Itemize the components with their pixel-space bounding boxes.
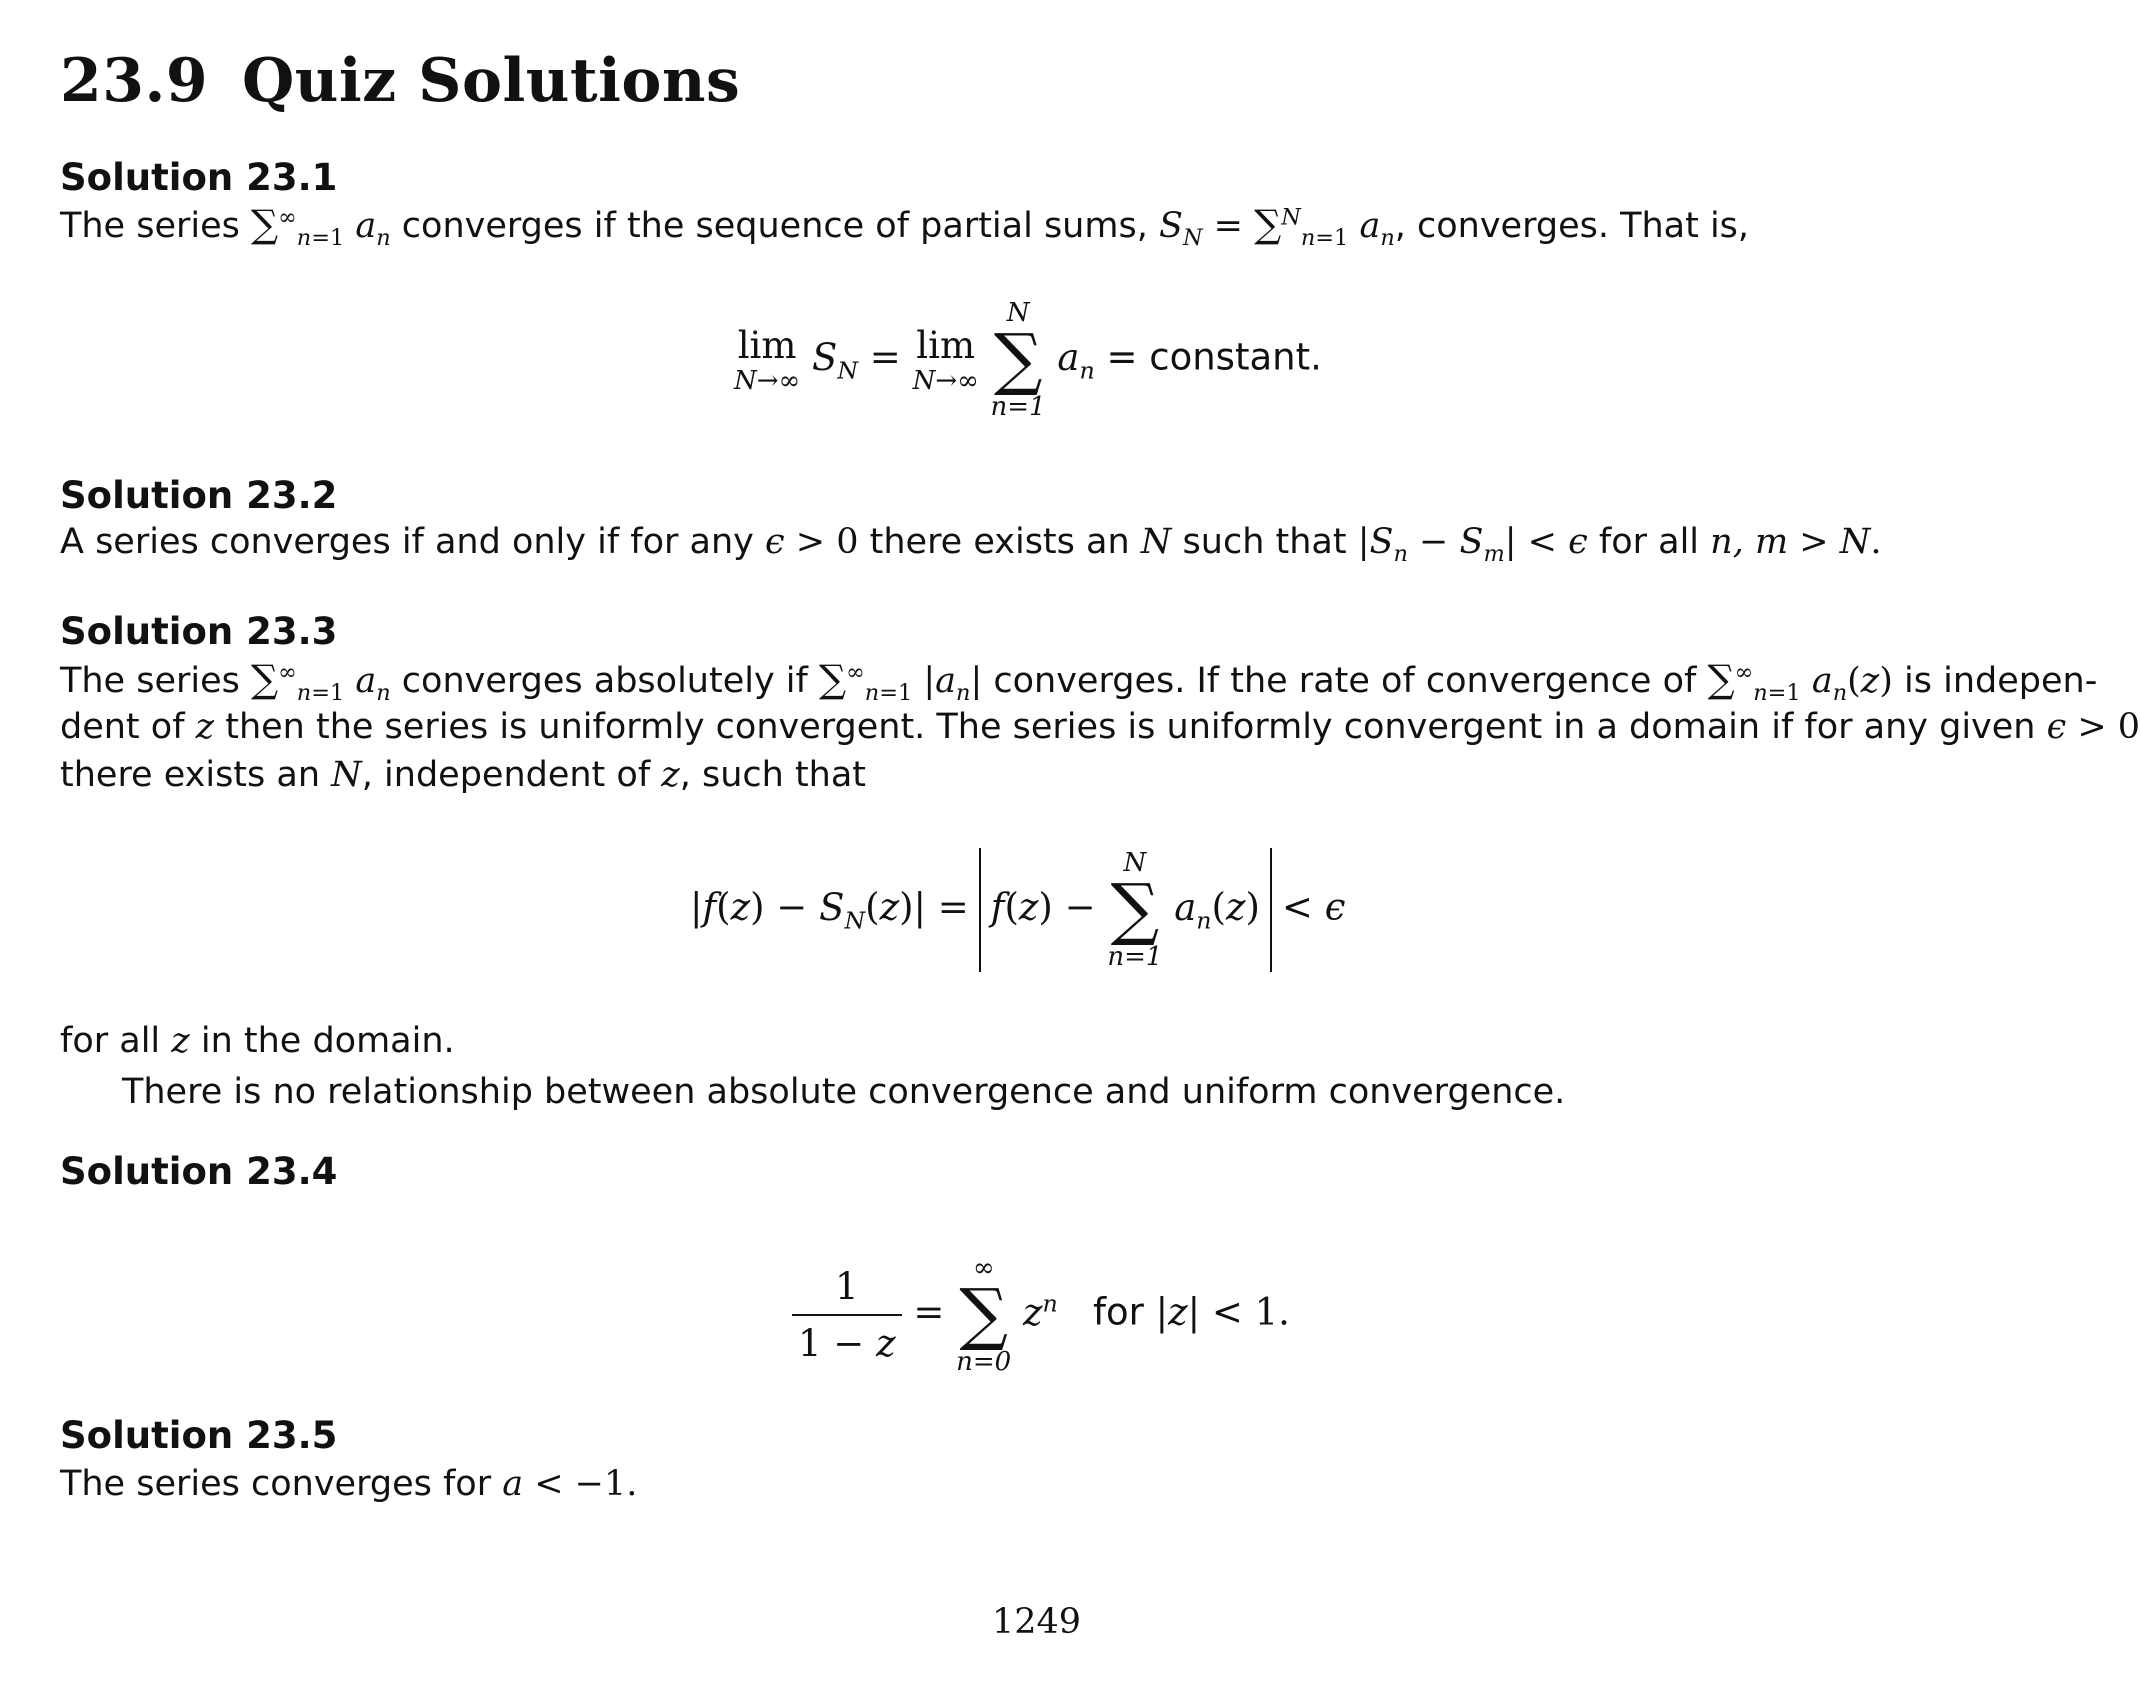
solution-23-3-line-1: The series $\sum^\infty_{n=1}$ $a_n$ converges absolutely if $\sum^\infty_{n=1}$ $|a_n|$ converges. If the rate of convergence of $\sum^\infty_{n=1}$ $a_n(z)$ is indepen- (60, 657, 2098, 706)
page-number: 1249 (992, 1602, 1082, 1642)
solution-23-4-display-equation: $\frac{1}{1 - z}$ = ∞ ∑ n=0 $z^n$ for |z| < 1. (792, 1255, 1290, 1375)
solution-23-2-heading: Solution 23.2 (60, 474, 338, 517)
solution-23-3-display-equation: $|f(z) - S_N(z)| = f(z)$ − N ∑ n=1 $a_n(z) < \epsilon$ (690, 848, 1346, 972)
section-number: 23.9 (60, 46, 209, 116)
solution-23-5-heading: Solution 23.5 (60, 1414, 338, 1457)
solution-23-3-heading: Solution 23.3 (60, 610, 338, 653)
solution-23-4-heading: Solution 23.4 (60, 1150, 338, 1193)
solution-23-5-line-1: The series converges for a < −1. (60, 1464, 638, 1504)
section-title-text: Quiz Solutions (242, 46, 741, 116)
solution-23-1-line-1: The series $\sum^\infty_{n=1}$ $a_n$ converges if the sequence of partial sums, $S_N = \sum^N_{n=1}$ $a_n$, converges. That is, (60, 202, 1750, 251)
solution-23-3-line-3: there exists an N, independent of z, such that (60, 755, 867, 795)
solution-23-2-line-1: A series converges if and only if for any ϵ > 0 there exists an N such that $|S_n - S_m| < \epsilon$ for all n, m > N. (60, 522, 1882, 567)
section-title (60, 46, 740, 116)
solution-23-3-line-2: dent of z then the series is uniformly convergent. The series is uniformly convergent in a domain if for any given ϵ > 0 (60, 707, 2140, 747)
solution-23-3-line-4: for all z in the domain. (60, 1021, 455, 1061)
solution-23-1-heading: Solution 23.1 (60, 156, 338, 199)
solution-23-3-line-5: There is no relationship between absolute convergence and uniform convergence. (122, 1072, 1566, 1112)
solution-23-1-display-equation: lim N→∞ $S_N$ = lim N→∞ N ∑ n=1 $a_n$ = constant. (734, 298, 1322, 422)
